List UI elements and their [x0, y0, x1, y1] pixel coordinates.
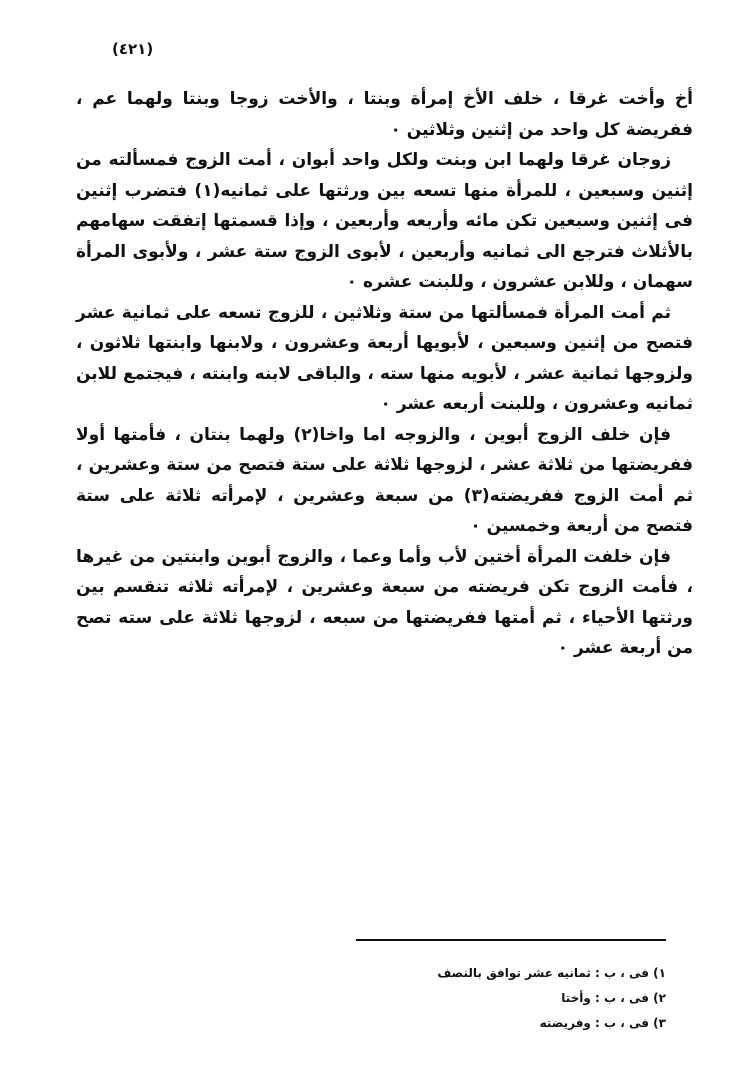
footnote-divider	[356, 939, 666, 941]
footnotes	[300, 961, 666, 1036]
footnote-1: ١) فى ، ب : ثمانيه عشر توافق بالنصف	[437, 966, 666, 980]
footnote-2: ٢) فى ، ب : وأختا	[561, 991, 666, 1005]
paragraph-1: أخ وأخت غرقا ، خلف الأخ إمرأة وبنتا ، والأخت زوجا وبنتا ولهما عم ، ففريضة كل واحد من إثنين وثلاثين ٠	[76, 89, 693, 140]
body-text	[76, 84, 693, 664]
paragraph-4: فإن خلف الزوج أبوين ، والزوجه اما واخا(٢) ولهما بنتان ، فأمتها أولا ففريضتها من ثلاثة عشر ، لزوجها ثلاثة على ستة فتصح من ستة وعشرين ، ثم أمت الزوج ففريضته(٣) من سبعة وعشرين ، لإمرأته ثلاثة على ستة فتصح من أربعة وخمسين ٠	[76, 424, 693, 536]
footnote-3: ٣) فى ، ب : وفريضته	[539, 1016, 666, 1030]
paragraph-5: فإن خلفت المرأة أختين لأب وأما وعما ، والزوج أبوين وابنتين من غيرها ، فأمت الزوج تكن فريضته من سبعة وعشرين ، لإمرأته ثلاثه تنقسم بين ورثتها الأحياء ، ثم أمتها ففريضتها من سبعه ، لزوجها ثلاثة على سته تصح من أربعة عشر ٠	[76, 546, 693, 658]
paragraph-3: ثم أمت المرأة فمسألتها من ستة وثلاثين ، للزوج تسعه على ثمانية عشر فتصح من إثنين وسبعين ، لأبويها أربعة وعشرون ، ولابنها وابنتها ثلاثون ، ولزوجها ثمانية عشر ، لأبويه منها سته ، والباقى لابنه وابنته ، فيجتمع للابن ثمانيه وعشرون ، وللبنت أربعه عشر ٠	[76, 302, 693, 414]
page-number: (٤٢١)	[112, 40, 154, 58]
paragraph-2: زوجان غرقا ولهما ابن وبنت ولكل واحد أبوان ، أمت الزوج فمسألته من إثنين وسبعين ، للمرأة منها تسعه بين ورثتها على ثمانيه(١) فتضرب إثنين فى إثنين وسبعين تكن مائه وأربعه وأربعين ، وإذا قسمتها إتفقت سهامهم بالأثلاث فترجع الى ثمانيه وأربعين ، لأبوى الزوج ستة عشر ، ولأبوى المرأة سهمان ، وللابن عشرون ، وللبنت عشره ٠	[76, 150, 693, 292]
